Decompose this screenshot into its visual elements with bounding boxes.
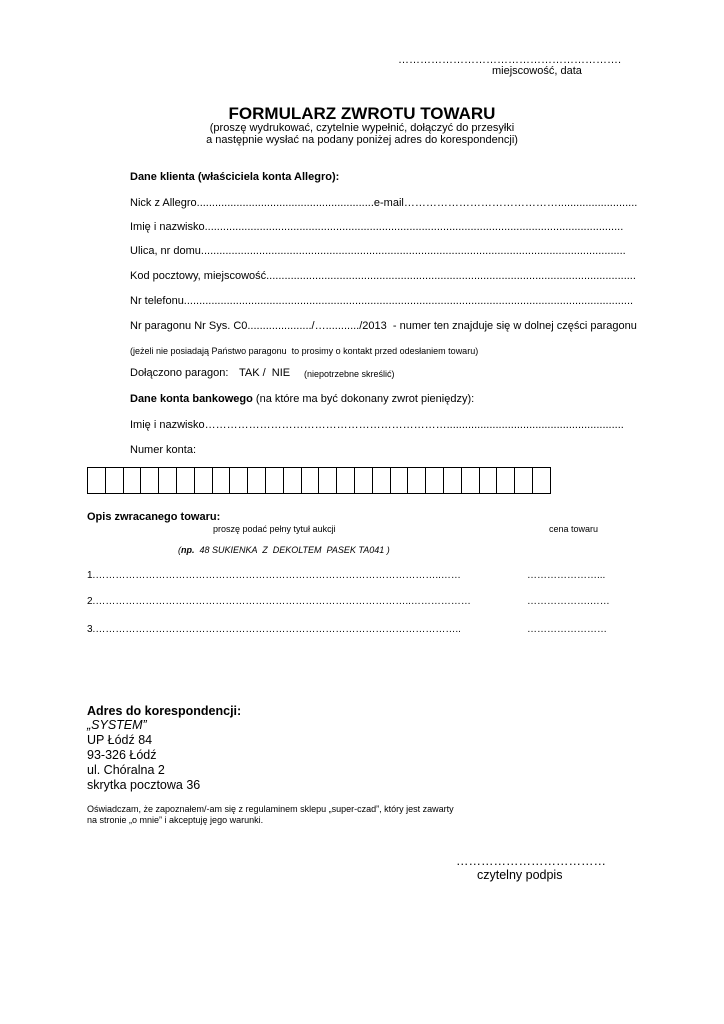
- account-digit-box[interactable]: [195, 467, 213, 494]
- price-hint: cena towaru: [549, 524, 599, 534]
- example-note: [178, 545, 390, 555]
- declaration-line-2: na stronie „o mnie” i akceptuję jego warunki.: [87, 815, 264, 825]
- phone-field[interactable]: Nr telefonu...................................................................................................................................................: [130, 295, 634, 307]
- account-number-boxes[interactable]: [87, 467, 551, 494]
- account-digit-box[interactable]: [319, 467, 337, 494]
- client-heading: Dane klienta (właściciela konta Allegro):: [130, 171, 340, 183]
- account-digit-box[interactable]: [408, 467, 426, 494]
- account-digit-box[interactable]: [337, 467, 355, 494]
- account-digit-box[interactable]: [248, 467, 266, 494]
- auction-title-hint: proszę podać pełny tytuł aukcji: [213, 524, 336, 534]
- account-digit-box[interactable]: [266, 467, 284, 494]
- account-digit-box[interactable]: [230, 467, 248, 494]
- item-row-3[interactable]: 3.………………………………………………………………………………………………..: [87, 624, 461, 635]
- account-digit-box[interactable]: [88, 467, 106, 494]
- account-digit-box[interactable]: [177, 467, 195, 494]
- example-prefix: np.: [181, 545, 195, 555]
- item-row-1[interactable]: 1.…………………………………………………………………………………………..……: [87, 570, 461, 581]
- item-price-2[interactable]: ……………….……: [527, 596, 610, 607]
- receipt-note: (jeżeli nie posiadają Państwo paragonu to prosimy o kontakt przed odesłaniem towaru): [130, 346, 479, 356]
- account-digit-box[interactable]: [462, 467, 480, 494]
- account-digit-box[interactable]: [213, 467, 231, 494]
- address-heading: Adres do korespondencji:: [87, 704, 242, 718]
- account-digit-box[interactable]: [284, 467, 302, 494]
- account-digit-box[interactable]: [106, 467, 124, 494]
- items-heading: Opis zwracanego towaru:: [87, 511, 221, 523]
- place-date-label: miejscowość, data: [492, 65, 582, 77]
- attached-receipt-note: (niepotrzebne skreślić): [304, 369, 395, 379]
- item-price-1[interactable]: …………………...: [527, 570, 606, 581]
- attached-receipt-label: Dołączono paragon:: [130, 367, 229, 379]
- account-digit-box[interactable]: [159, 467, 177, 494]
- account-digit-box[interactable]: [355, 467, 373, 494]
- item-price-3[interactable]: ……………………: [527, 624, 607, 635]
- name-field[interactable]: Imię i nazwisko.........................................................................................................................................: [130, 221, 624, 233]
- page-title: FORMULARZ ZWROTU TOWARU: [228, 104, 496, 123]
- address-line: UP Łódź 84: [87, 733, 153, 747]
- account-digit-box[interactable]: [426, 467, 444, 494]
- declaration-line-1: Oświadczam, że zapoznałem/-am się z regulaminem sklepu „super-czad”, który jest zawarty: [87, 804, 454, 814]
- account-digit-box[interactable]: [533, 467, 551, 494]
- signature-label: czytelny podpis: [477, 868, 563, 882]
- account-digit-box[interactable]: [302, 467, 320, 494]
- subtitle-line-2: a następnie wysłać na podany poniżej adres do korespondencji): [206, 134, 518, 146]
- account-digit-box[interactable]: [391, 467, 409, 494]
- account-number-label: Numer konta:: [130, 444, 197, 456]
- bank-heading-bold: Dane konta bankowego: [130, 393, 253, 405]
- account-digit-box[interactable]: [373, 467, 391, 494]
- account-digit-box[interactable]: [515, 467, 533, 494]
- account-digit-box[interactable]: [124, 467, 142, 494]
- account-digit-box[interactable]: [141, 467, 159, 494]
- place-date-dots: …………………………………………………….: [398, 54, 622, 66]
- item-row-2[interactable]: 2.…………………………………………………………………………………..………………: [87, 596, 471, 607]
- example-text: 48 SUKIENKA Z DEKOLTEM PASEK TA041 ): [194, 545, 390, 555]
- address-line: skrytka pocztowa 36: [87, 778, 201, 792]
- attached-receipt-options[interactable]: TAK / NIE: [239, 367, 291, 379]
- bank-name-field[interactable]: Imię i nazwisko…………………………………………………………..........................................................: [130, 419, 624, 431]
- nick-email-field[interactable]: Nick z Allegro..........................................................e-mail……………………………………..........................: [130, 197, 638, 209]
- example-open: (: [178, 545, 181, 555]
- signature-line[interactable]: ………………………………: [456, 854, 606, 868]
- bank-heading-rest: (na które ma być dokonany zwrot pieniędzy):: [252, 393, 475, 405]
- address-line: 93-326 Łódź: [87, 748, 157, 762]
- account-digit-box[interactable]: [497, 467, 515, 494]
- receipt-number-field[interactable]: Nr paragonu Nr Sys. C0...................../….........../2013 - numer ten znajduje się w dolnej części paragonu: [130, 320, 637, 332]
- subtitle-line-1: (proszę wydrukować, czytelnie wypełnić, dołączyć do przesyłki: [209, 122, 515, 134]
- postal-city-field[interactable]: Kod pocztowy, miejscowość.........................................................................................................................: [130, 270, 636, 282]
- bank-heading: [130, 393, 474, 405]
- address-company: „SYSTEM”: [87, 718, 147, 732]
- street-field[interactable]: Ulica, nr domu...........................................................................................................................................: [130, 245, 626, 257]
- account-digit-box[interactable]: [480, 467, 498, 494]
- account-digit-box[interactable]: [444, 467, 462, 494]
- address-line: ul. Chóralna 2: [87, 763, 165, 777]
